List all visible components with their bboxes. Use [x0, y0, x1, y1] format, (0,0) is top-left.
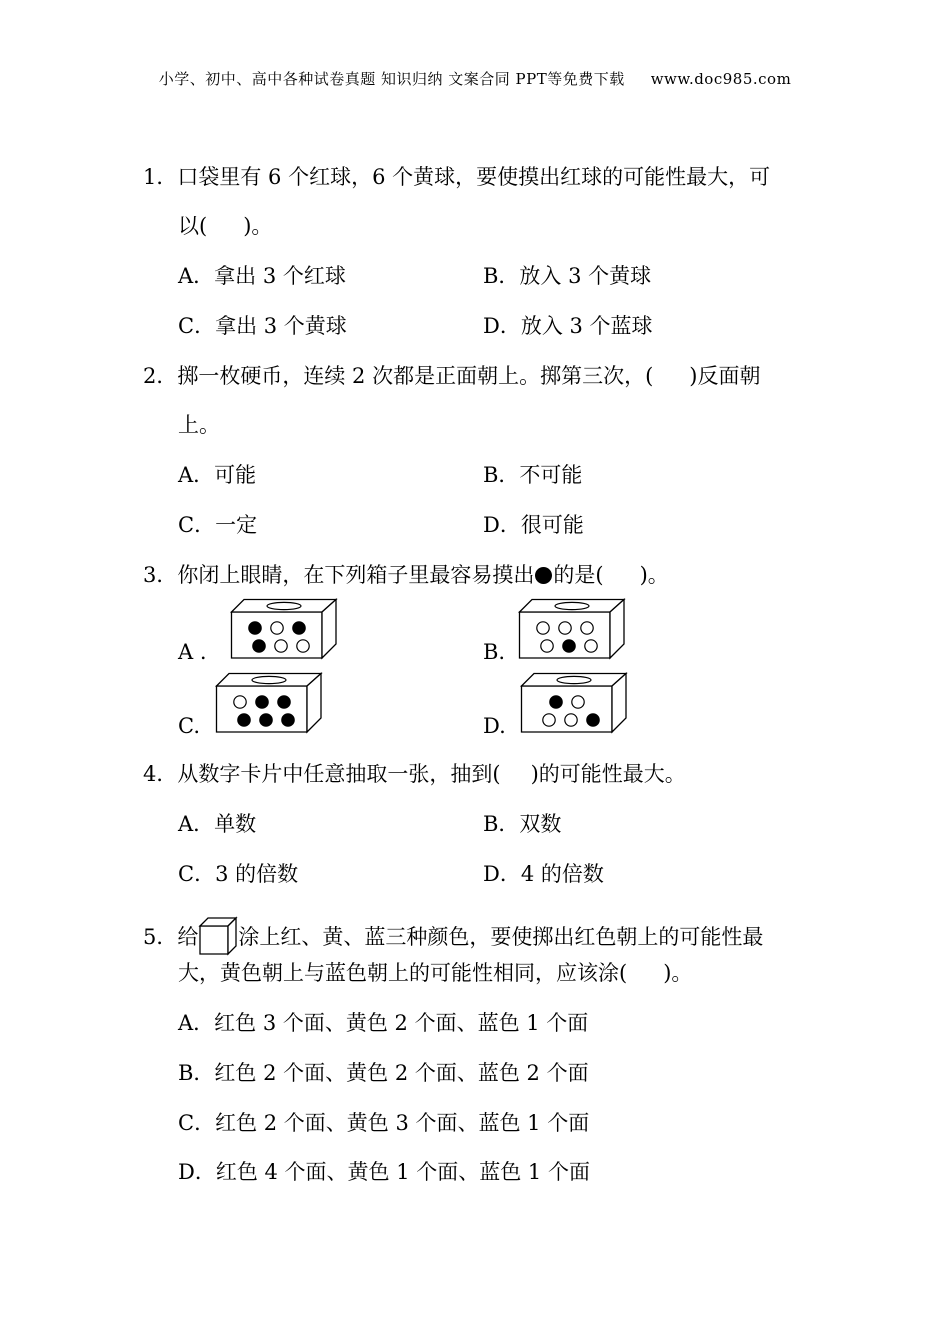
- q3-option-d-label[interactable]: D.: [483, 714, 506, 738]
- q3-box-d[interactable]: [520, 672, 628, 734]
- white-ball: [543, 714, 555, 726]
- q3-option-a-label[interactable]: A .: [178, 640, 207, 664]
- q3-option-b-label[interactable]: B.: [483, 640, 506, 664]
- black-ball: [249, 622, 261, 634]
- white-ball: [581, 622, 593, 634]
- box-opening: [252, 676, 286, 683]
- q5-line1: [143, 916, 763, 956]
- white-ball: [275, 640, 287, 652]
- q4-option-b[interactable]: B．双数: [483, 812, 562, 836]
- q2-line1: [143, 363, 760, 389]
- q2-text1b: )反面朝: [689, 364, 761, 388]
- black-ball: [238, 714, 250, 726]
- box-opening: [555, 602, 589, 609]
- q1-option-d[interactable]: D．放入 3 个蓝球: [483, 314, 653, 338]
- white-ball: [541, 640, 553, 652]
- white-ball: [565, 714, 577, 726]
- q5-number: 5．: [143, 925, 178, 949]
- q4-text1a: 从数字卡片中任意抽取一张，抽到(: [177, 762, 501, 786]
- q3-text1a: 你闭上眼睛，在下列箱子里最容易摸出: [177, 563, 535, 587]
- q3-text1c: )。: [639, 563, 669, 587]
- black-ball-icon: [535, 567, 552, 584]
- q4-text1b: )的可能性最大。: [530, 762, 686, 786]
- q4-option-c[interactable]: C．3 的倍数: [178, 862, 299, 886]
- white-ball: [585, 640, 597, 652]
- black-ball: [282, 714, 294, 726]
- q3-text1b: 的是(: [553, 563, 604, 587]
- q5-option-d[interactable]: D．红色 4 个面、黄色 1 个面、蓝色 1 个面: [178, 1160, 590, 1184]
- white-ball: [537, 622, 549, 634]
- q3-box-b[interactable]: [518, 598, 626, 660]
- q1-option-b[interactable]: B．放入 3 个黄球: [483, 264, 652, 288]
- q4-option-a[interactable]: A．单数: [178, 812, 257, 836]
- black-ball: [260, 714, 272, 726]
- q2-option-b[interactable]: B．不可能: [483, 463, 583, 487]
- black-ball: [550, 696, 562, 708]
- box-opening: [267, 602, 301, 609]
- q1-line2: [178, 213, 272, 239]
- q3-box-c[interactable]: [215, 672, 323, 734]
- black-ball: [563, 640, 575, 652]
- black-ball: [587, 714, 599, 726]
- q5-text2a: 大，黄色朝上与蓝色朝上的可能性相同，应该涂(: [178, 961, 628, 985]
- q4-number: 4．: [143, 762, 178, 786]
- cube-icon: [198, 916, 238, 956]
- q3-box-a[interactable]: [230, 598, 338, 660]
- q5-text2b: )。: [663, 961, 693, 985]
- q1-line1: [143, 164, 770, 190]
- q4-line1: [143, 761, 686, 787]
- black-ball: [256, 696, 268, 708]
- header-site: www.doc985.com: [650, 70, 792, 88]
- q2-option-d[interactable]: D．很可能: [483, 513, 584, 537]
- white-ball: [271, 622, 283, 634]
- q2-text1a: 掷一枚硬币，连续 2 次都是正面朝上。掷第三次，(: [177, 364, 654, 388]
- q1-text2a: 以(: [178, 214, 208, 238]
- white-ball: [572, 696, 584, 708]
- q4-option-d[interactable]: D．4 的倍数: [483, 862, 604, 886]
- q3-option-c-label[interactable]: C.: [178, 714, 200, 738]
- q2-option-a[interactable]: A．可能: [178, 463, 257, 487]
- q1-text: 口袋里有 6 个红球，6 个黄球，要使摸出红球的可能性最大，可: [177, 165, 771, 189]
- header-text: 小学、初中、高中各种试卷真题 知识归纳 文案合同 PPT等免费下载: [158, 70, 625, 88]
- q5-text1b: 涂上红、黄、蓝三种颜色，要使掷出红色朝上的可能性最: [238, 925, 764, 949]
- q2-number: 2．: [143, 364, 178, 388]
- q2-line2: 上。: [178, 413, 220, 437]
- q1-option-c[interactable]: C．拿出 3 个黄球: [178, 314, 347, 338]
- black-ball: [293, 622, 305, 634]
- q1-text2b: )。: [243, 214, 273, 238]
- white-ball: [234, 696, 246, 708]
- white-ball: [297, 640, 309, 652]
- q1-number: 1．: [143, 165, 178, 189]
- q5-text1a: 给: [177, 925, 199, 949]
- q1-option-a[interactable]: A．拿出 3 个红球: [178, 264, 346, 288]
- page-header: [0, 68, 950, 89]
- q5-line2: [178, 960, 692, 986]
- q3-number: 3．: [143, 563, 178, 587]
- white-ball: [559, 622, 571, 634]
- q5-option-b[interactable]: B．红色 2 个面、黄色 2 个面、蓝色 2 个面: [178, 1061, 589, 1085]
- q3-line1: [143, 562, 669, 588]
- black-ball: [253, 640, 265, 652]
- q5-option-c[interactable]: C．红色 2 个面、黄色 3 个面、蓝色 1 个面: [178, 1111, 590, 1135]
- box-opening: [557, 676, 591, 683]
- q2-option-c[interactable]: C．一定: [178, 513, 258, 537]
- q5-option-a[interactable]: A．红色 3 个面、黄色 2 个面、蓝色 1 个面: [178, 1011, 589, 1035]
- black-ball: [278, 696, 290, 708]
